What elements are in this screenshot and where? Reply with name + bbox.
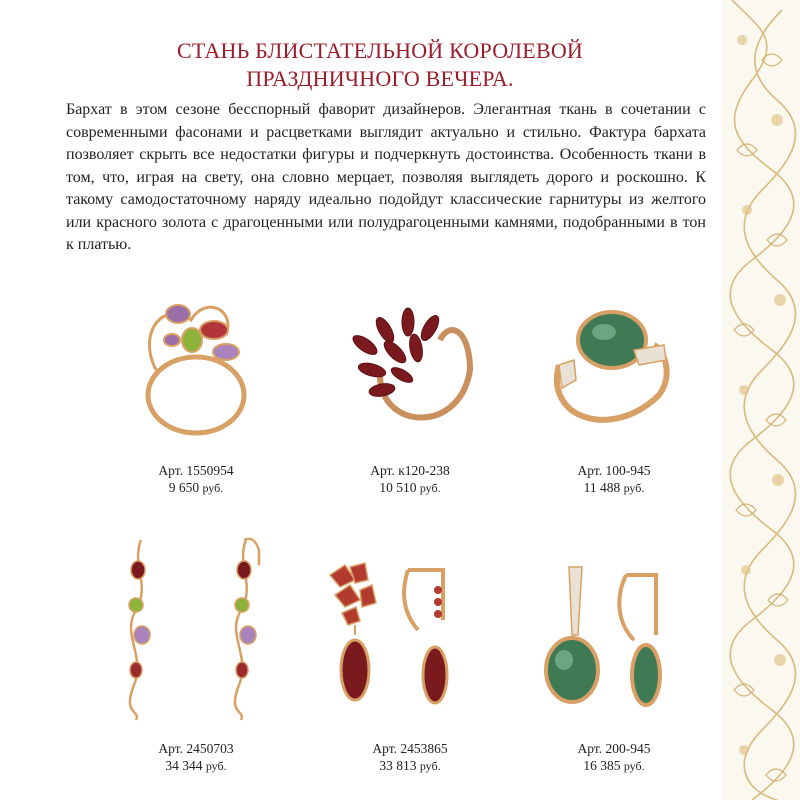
product-caption xyxy=(96,462,296,497)
title-line-2: ПРАЗДНИЧНОГО ВЕЧЕРА. xyxy=(246,66,514,91)
product-ring-100-945[interactable] xyxy=(514,290,714,455)
price-value: 10 510 xyxy=(379,480,417,495)
price xyxy=(96,479,296,497)
title-line-1: СТАНЬ БЛИСТАТЕЛЬНОЙ КОРОЛЕВОЙ xyxy=(176,38,583,63)
price xyxy=(514,479,714,497)
price xyxy=(96,757,296,775)
product-caption xyxy=(310,740,510,775)
article-number: Арт. 100-945 xyxy=(577,463,651,478)
product-ring-1550954[interactable] xyxy=(96,290,296,455)
ornamental-border xyxy=(722,0,800,800)
currency: руб. xyxy=(419,481,441,495)
price-value: 16 385 xyxy=(583,758,621,773)
price-value: 11 488 xyxy=(583,480,621,495)
intro-paragraph: Бархат в этом сезоне бесспорный фаворит дизайнеров. Элегантная ткань в сочетании с современными фасонами и расцветками выглядит актуально и стильно. Фактура бархата позволяет скрыть все недостатки фигуры и подчеркнуть достоинства. Особенность ткани в том, что, играя на свету, она словно мерцает, позволяя выглядеть дорого и роскошно. К такому самодостаточному наряду идеально подойдут классические гарнитуры из желтого или красного золота с драгоценными или полудрагоценными камнями, подобранными в тон к платью. xyxy=(66,101,706,253)
price-value: 34 344 xyxy=(165,758,203,773)
price-value: 9 650 xyxy=(168,480,200,495)
currency: руб. xyxy=(202,481,224,495)
floral-ornament-icon xyxy=(722,0,800,800)
article-number: Арт. 1550954 xyxy=(158,463,234,478)
product-caption xyxy=(514,462,714,497)
product-caption xyxy=(514,740,714,775)
product-ring-k120-238[interactable] xyxy=(310,290,510,455)
product-earrings-2450703[interactable] xyxy=(96,535,296,730)
vine-drop-earrings-icon xyxy=(96,535,296,725)
product-earrings-2453865[interactable] xyxy=(310,555,510,730)
currency: руб. xyxy=(623,481,645,495)
currency: руб. xyxy=(205,759,227,773)
article-number: Арт. 200-945 xyxy=(577,741,651,756)
green-drop-earrings-icon xyxy=(514,555,714,725)
currency: руб. xyxy=(419,759,441,773)
garnet-cluster-ring-icon xyxy=(310,290,510,450)
article-number: Арт. 2453865 xyxy=(372,741,448,756)
green-stone-ring-icon xyxy=(514,290,714,450)
article-number: Арт. 2450703 xyxy=(158,741,234,756)
price-value: 33 813 xyxy=(379,758,417,773)
page-title xyxy=(110,37,650,93)
flower-gemstone-ring-icon xyxy=(96,290,296,450)
price xyxy=(310,757,510,775)
product-caption xyxy=(310,462,510,497)
product-earrings-200-945[interactable] xyxy=(514,555,714,730)
garnet-drop-earrings-icon xyxy=(310,555,510,725)
price xyxy=(310,479,510,497)
article-number: Арт. к120-238 xyxy=(370,463,450,478)
currency: руб. xyxy=(623,759,645,773)
price xyxy=(514,757,714,775)
product-caption xyxy=(96,740,296,775)
